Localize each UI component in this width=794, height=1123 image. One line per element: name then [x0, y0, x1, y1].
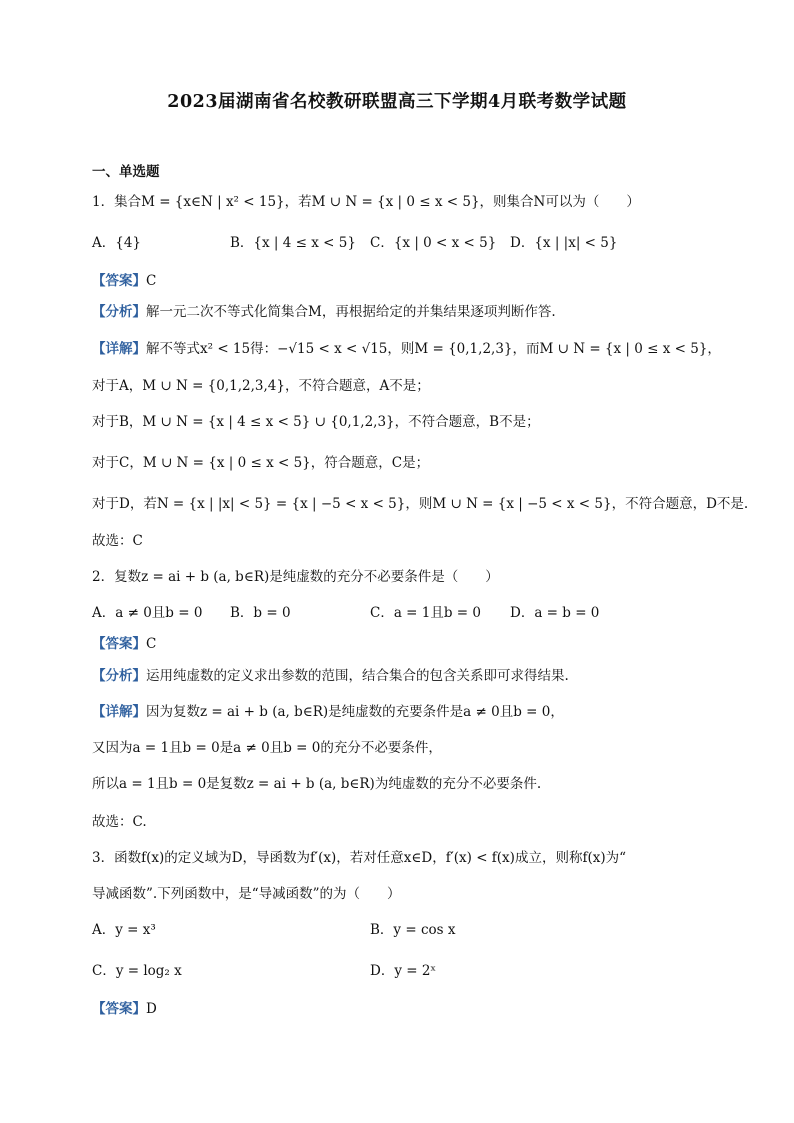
q2-analysis-text: 运用纯虚数的定义求出参数的范围，结合集合的包含关系即可求得结果.: [146, 668, 569, 684]
q1-analysis: [92, 302, 556, 322]
q1-stem: 1．集合M = {x∈N | x² < 15}，若M ∪ N = {x | 0 ≤ x < 5}，则集合N可以为（ ）: [92, 194, 640, 210]
q2-detail-line: 又因为a = 1且b = 0是a ≠ 0且b = 0的充分不必要条件，: [92, 740, 442, 756]
q1-answer: [92, 271, 156, 291]
q1-detail-line: 解不等式x² < 15得：−√15 < x < √15，则M = {0,1,2,3}，而M ∪ N = {x | 0 ≤ x < 5}，: [146, 341, 721, 357]
q1-option-a: A．{4}: [92, 235, 142, 251]
q3-answer-value: D: [146, 1001, 157, 1017]
q1-detail-line: 对于C，M ∪ N = {x | 0 ≤ x < 5}，符合题意，C是；: [92, 455, 430, 471]
q3-option-a: A．y = x³: [92, 922, 156, 938]
q1-conclusion: 故选：C: [92, 533, 143, 549]
q1-detail-line: 对于D，若N = {x | |x| < 5} = {x | −5 < x < 5}，则M ∪ N = {x | −5 < x < 5}，不符合题意，D不是.: [92, 496, 749, 512]
q2-detail: [92, 702, 564, 722]
analysis-tag: 【分析】: [92, 668, 146, 684]
q2-stem: 2．复数z = ai + b (a, b∈R)是纯虚数的充分不必要条件是（ ）: [92, 569, 499, 585]
detail-tag: 【详解】: [92, 704, 146, 720]
q1-answer-value: C: [146, 273, 157, 289]
q3-option-b: B．y = cos x: [370, 922, 456, 938]
q2-conclusion: 故选：C.: [92, 814, 147, 830]
q2-option-d: D．a = b = 0: [510, 605, 600, 621]
q1-option-d: D．{x | |x| < 5}: [510, 235, 618, 251]
q2-analysis: [92, 666, 569, 686]
q3-answer: [92, 999, 157, 1019]
q2-detail-line: 因为复数z = ai + b (a, b∈R)是纯虚数的充要条件是a ≠ 0且b = 0，: [146, 704, 564, 720]
analysis-tag: 【分析】: [92, 304, 146, 320]
q3-stem-continued: 导减函数”.下列函数中，是“导减函数”的为（ ）: [92, 886, 401, 902]
q1-detail-line: 对于A，M ∪ N = {0,1,2,3,4}，不符合题意，A不是；: [92, 378, 430, 394]
answer-tag: 【答案】: [92, 273, 146, 289]
q1-detail-line: 对于B，M ∪ N = {x | 4 ≤ x < 5} ∪ {0,1,2,3}，不符合题意，B不是；: [92, 414, 540, 430]
q1-analysis-text: 解一元二次不等式化简集合M，再根据给定的并集结果逐项判断作答.: [146, 304, 556, 320]
q2-answer: [92, 634, 156, 654]
q1-option-c: C．{x | 0 < x < 5}: [370, 235, 497, 251]
q2-answer-value: C: [146, 636, 157, 652]
answer-tag: 【答案】: [92, 1001, 146, 1017]
q3-stem: 3．函数f(x)的定义域为D，导函数为f′(x)，若对任意x∈D，f′(x) < f(x)成立，则称f(x)为“: [92, 850, 626, 866]
q3-option-c: C．y = log₂ x: [92, 963, 182, 979]
q3-option-d: D．y = 2ˣ: [370, 963, 437, 979]
q2-detail-line: 所以a = 1且b = 0是复数z = ai + b (a, b∈R)为纯虚数的充分不必要条件.: [92, 776, 542, 792]
q2-option-c: C．a = 1且b = 0: [370, 605, 481, 621]
q1-option-b: B．{x | 4 ≤ x < 5}: [230, 235, 356, 251]
q1-detail: [92, 339, 721, 359]
q2-option-b: B．b = 0: [230, 605, 291, 621]
section-heading: 一、单选题: [92, 164, 160, 180]
detail-tag: 【详解】: [92, 341, 146, 357]
answer-tag: 【答案】: [92, 636, 146, 652]
q2-option-a: A．a ≠ 0且b = 0: [92, 605, 203, 621]
page-title: 2023届湖南省名校教研联盟高三下学期4月联考数学试题: [167, 92, 627, 112]
